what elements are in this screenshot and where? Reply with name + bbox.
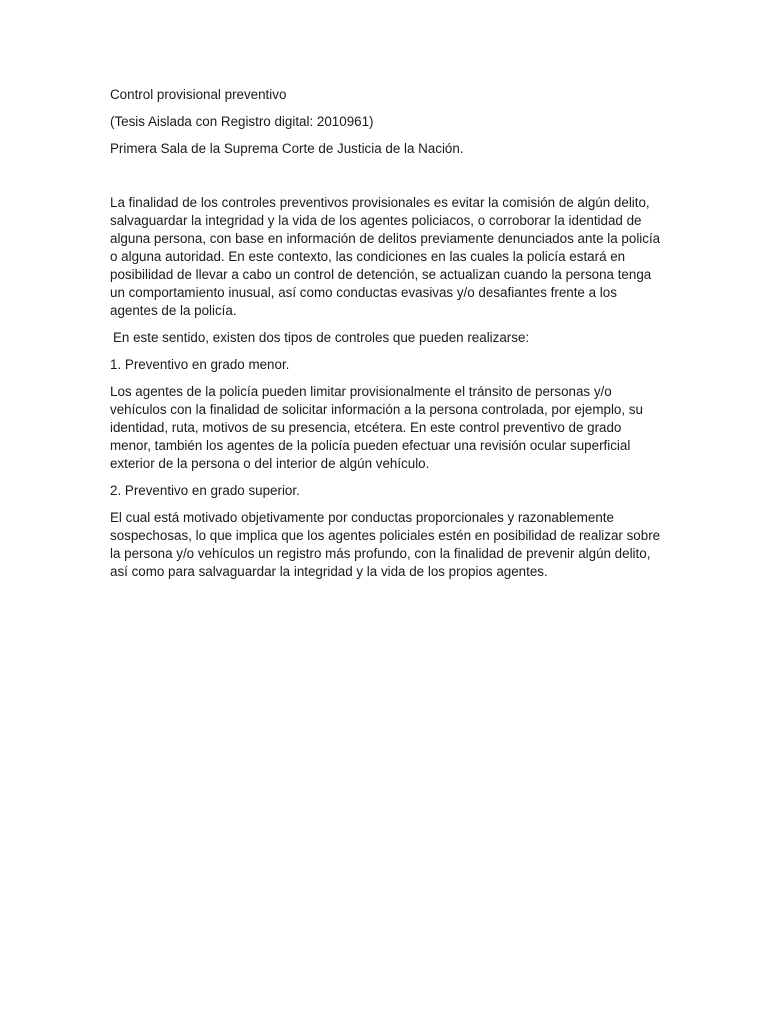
paragraph-types-intro: En este sentido, existen dos tipos de controles que pueden realizarse: <box>113 330 530 345</box>
court-line: Primera Sala de la Suprema Corte de Justicia de la Nación. <box>110 141 464 156</box>
registry-line: (Tesis Aislada con Registro digital: 2010961) <box>110 114 374 129</box>
document-page <box>110 86 662 590</box>
list-item-superior-degree: 2. Preventivo en grado superior. <box>110 483 300 498</box>
paragraph-purpose: La finalidad de los controles preventivos provisionales es evitar la comisión de algún delito, salvaguardar la integridad y la vida de los agentes policiacos, o corroborar la identidad de alguna persona, con base en información de delitos previamente denunciados ante la policía o alguna autoridad. En este contexto, las condiciones en las cuales la policía estará en posibilidad de llevar a cabo un control de detención, se actualizan cuando la persona tenga un comportamiento inusual, así como conductas evasivas y/o desafiantes frente a los agentes de la policía. <box>110 195 661 318</box>
blank-line <box>110 167 662 194</box>
paragraph-superior-degree: El cual está motivado objetivamente por conductas proporcionales y razonablemente sospechosas, lo que implica que los agentes policiales estén en posibilidad de realizar sobre la persona y/o vehículos un registro más profundo, con la finalidad de prevenir algún delito, así como para salvaguardar la integridad y la vida de los propios agentes. <box>110 510 661 579</box>
paragraph-minor-degree: Los agentes de la policía pueden limitar provisionalmente el tránsito de personas y/o vehículos con la finalidad de solicitar información a la persona controlada, por ejemplo, su identidad, ruta, motivos de su presencia, etcétera. En este control preventivo de grado menor, también los agentes de la policía pueden efectuar una revisión ocular superficial exterior de la persona o del interior de algún vehículo. <box>110 384 643 471</box>
list-item-minor-degree: 1. Preventivo en grado menor. <box>110 357 290 372</box>
document-title: Control provisional preventivo <box>110 87 287 102</box>
